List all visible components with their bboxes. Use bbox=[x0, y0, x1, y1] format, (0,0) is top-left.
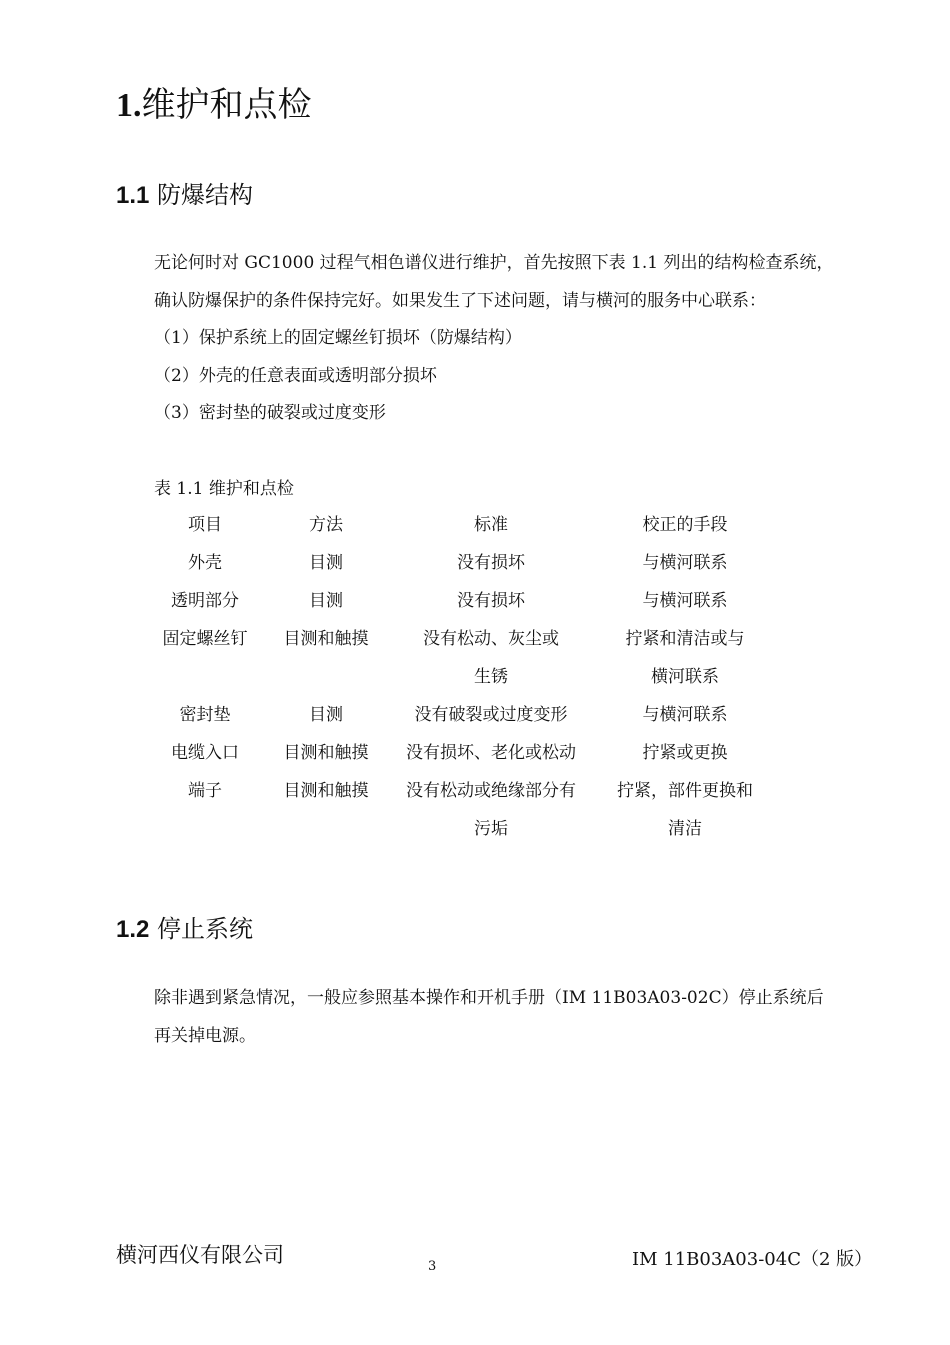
table-cell: 没有松动、灰尘或 bbox=[423, 629, 559, 649]
footer-company: 横河西仪有限公司 bbox=[116, 1243, 284, 1267]
table-cell: 拧紧，部件更换和 bbox=[617, 781, 753, 801]
table-cell: 目测 bbox=[309, 553, 343, 573]
table-row bbox=[148, 658, 778, 696]
section-heading-1-1 bbox=[116, 179, 253, 212]
table-row bbox=[148, 696, 778, 734]
table-cell: 与横河联系 bbox=[642, 591, 728, 611]
paragraph-line: 确认防爆保护的条件保持完好。如果发生了下述问题，请与横河的服务中心联系： bbox=[154, 290, 766, 311]
section-title: 防爆结构 bbox=[157, 181, 254, 209]
list-item-3: （3）密封垫的破裂或过度变形 bbox=[154, 403, 386, 423]
table-row bbox=[148, 544, 778, 582]
document-id: IM 11B03A03-04C（2 版） bbox=[632, 1249, 873, 1270]
table-cell: 污垢 bbox=[474, 819, 508, 839]
table-cell: 没有损坏、老化或松动 bbox=[406, 743, 576, 763]
list-item-2: （2）外壳的任意表面或透明部分损坏 bbox=[154, 365, 437, 386]
paragraph-line: 无论何时对 GC1000 过程气相色谱仪进行维护，首先按照下表 1.1 列出的结构检查系统， bbox=[154, 253, 834, 273]
table-caption: 表 1.1 维护和点检 bbox=[154, 479, 294, 499]
column-header: 项目 bbox=[188, 515, 222, 535]
table-row bbox=[148, 734, 778, 772]
table-cell: 没有破裂或过度变形 bbox=[414, 705, 568, 725]
section-title: 停止系统 bbox=[157, 915, 254, 943]
table-cell: 透明部分 bbox=[171, 591, 239, 611]
column-header: 标准 bbox=[474, 515, 508, 535]
table-cell: 电缆入口 bbox=[171, 743, 239, 763]
page-number: 3 bbox=[428, 1259, 437, 1274]
table-cell: 横河联系 bbox=[651, 667, 719, 687]
table-cell: 与横河联系 bbox=[642, 553, 728, 573]
table-cell: 生锈 bbox=[474, 667, 508, 687]
table-row bbox=[148, 620, 778, 658]
section-number: 1.1 bbox=[116, 182, 150, 209]
table-cell bbox=[262, 810, 390, 848]
table-cell: 拧紧或更换 bbox=[642, 743, 728, 763]
table-cell bbox=[148, 810, 262, 848]
table-cell: 拧紧和清洁或与 bbox=[625, 629, 745, 649]
column-header: 校正的手段 bbox=[642, 515, 728, 535]
section-1-2-body bbox=[154, 980, 894, 1055]
table-cell: 没有损坏 bbox=[457, 553, 525, 573]
table-cell: 清洁 bbox=[668, 819, 702, 839]
table-cell: 目测 bbox=[309, 705, 343, 725]
table-cell: 目测和触摸 bbox=[283, 743, 369, 763]
section-heading-1-2 bbox=[116, 913, 253, 946]
maintenance-table bbox=[148, 506, 778, 848]
table-cell: 外壳 bbox=[188, 553, 222, 573]
heading-number: 1. bbox=[116, 87, 142, 124]
table-cell bbox=[148, 658, 262, 696]
paragraph-line: 除非遇到紧急情况，一般应参照基本操作和开机手册（IM 11B03A03-02C）停止系统后 bbox=[154, 988, 824, 1008]
table-cell: 密封垫 bbox=[179, 705, 231, 725]
table-cell: 没有松动或绝缘部分有 bbox=[406, 781, 576, 801]
table-cell: 目测和触摸 bbox=[283, 781, 369, 801]
table-row bbox=[148, 810, 778, 848]
table-row bbox=[148, 582, 778, 620]
paragraph-line: 再关掉电源。 bbox=[154, 1025, 256, 1046]
section-1-1-body bbox=[154, 245, 894, 433]
table-cell: 固定螺丝钉 bbox=[162, 629, 248, 649]
heading-title: 维护和点检 bbox=[141, 85, 312, 125]
table-cell: 与横河联系 bbox=[642, 705, 728, 725]
list-item-1: （1）保护系统上的固定螺丝钉损坏（防爆结构） bbox=[154, 328, 522, 348]
table-cell bbox=[262, 658, 390, 696]
table-cell: 没有损坏 bbox=[457, 591, 525, 611]
table-cell: 端子 bbox=[188, 781, 222, 801]
table-cell: 目测 bbox=[309, 591, 343, 611]
table-header-row bbox=[148, 506, 778, 544]
column-header: 方法 bbox=[309, 515, 343, 535]
page-heading bbox=[116, 84, 312, 127]
section-number: 1.2 bbox=[116, 916, 150, 943]
table-cell: 目测和触摸 bbox=[283, 629, 369, 649]
table-row bbox=[148, 772, 778, 810]
